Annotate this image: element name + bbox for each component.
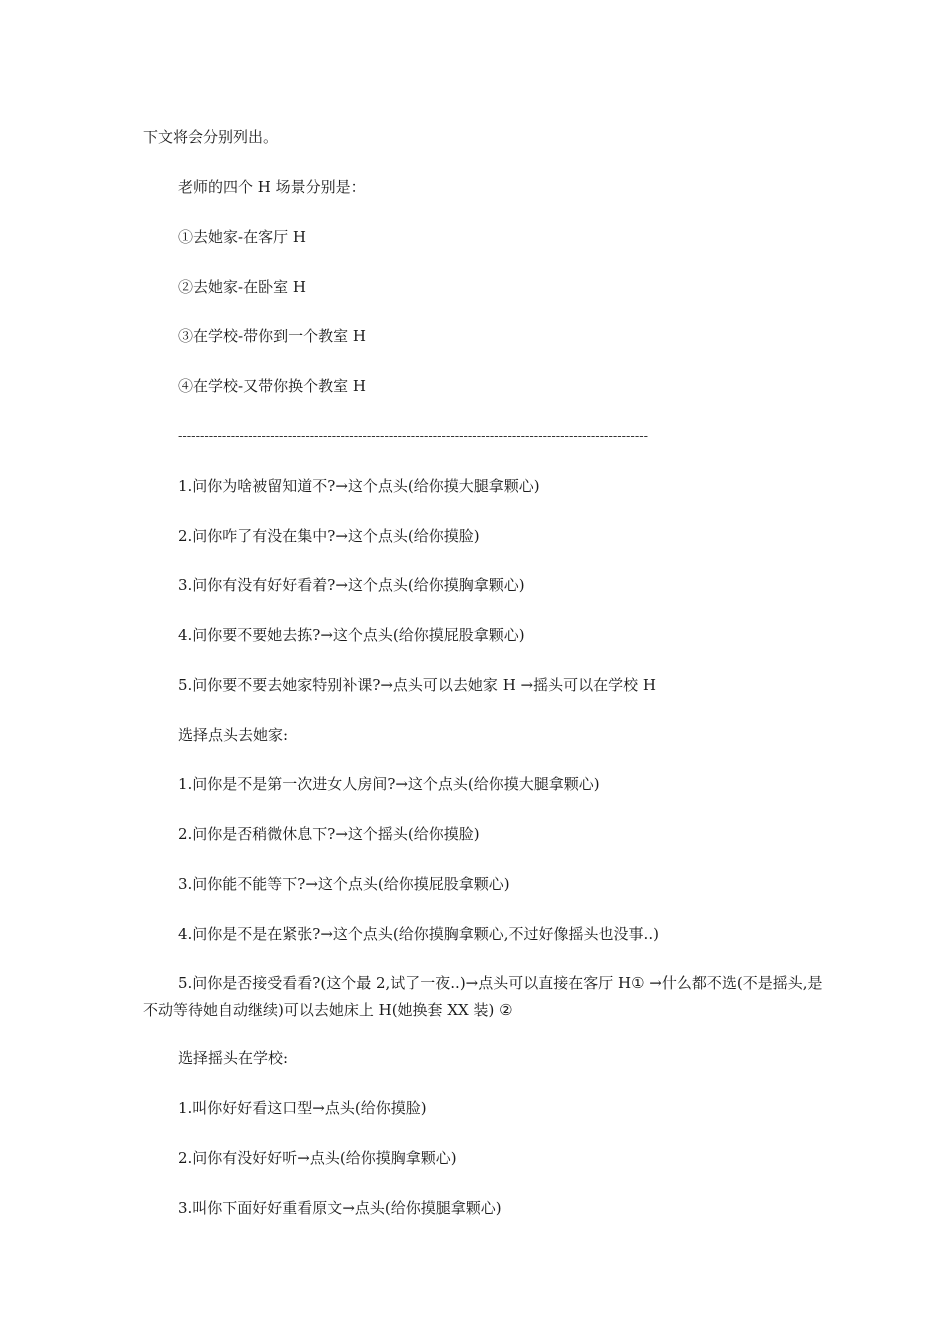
- scene-item: ①去她家-在客厅 H: [178, 228, 306, 246]
- divider-line: -----------------------------------------------------------------------------------------------------------: [178, 430, 649, 444]
- scene-item: ③在学校-带你到一个教室 H: [178, 327, 366, 345]
- home-step-item: 3.问你能不能等下?→这个点头(给你摸屁股拿颗心): [178, 875, 510, 893]
- school-heading: 选择摇头在学校:: [178, 1049, 289, 1067]
- home-step-item: 1.问你是不是第一次进女人房间?→这个点头(给你摸大腿拿颗心): [178, 775, 600, 793]
- school-step-item: 1.叫你好好看这口型→点头(给你摸脸): [178, 1099, 427, 1117]
- scene-item: ④在学校-又带你换个教室 H: [178, 377, 366, 395]
- home-step-item-wrapped: 5.问你是否接受看看?(这个最 2,试了一夜..)→点头可以直接在客厅 H① →什么都不选(不是摇头,是不动等待她自动继续)可以去她床上 H(她换套 XX 装) ②: [143, 974, 823, 1019]
- school-step-item: 2.问你有没好好听→点头(给你摸胸拿颗心): [178, 1149, 457, 1167]
- intro-paragraph: 下文将会分别列出。: [143, 128, 279, 146]
- first-step-item: 3.问你有没有好好看着?→这个点头(给你摸胸拿颗心): [178, 576, 525, 594]
- first-step-item: 5.问你要不要去她家特别补课?→点头可以去她家 H →摇头可以在学校 H: [178, 676, 656, 694]
- home-step-item: 4.问你是不是在紧张?→这个点头(给你摸胸拿颗心,不过好像摇头也没事..): [178, 925, 659, 943]
- first-step-item: 1.问你为啥被留知道不?→这个点头(给你摸大腿拿颗心): [178, 477, 540, 495]
- scene-item: ②去她家-在卧室 H: [178, 278, 306, 296]
- home-step-item: 2.问你是否稍微休息下?→这个摇头(给你摸脸): [178, 825, 480, 843]
- first-step-item: 2.问你咋了有没在集中?→这个点头(给你摸脸): [178, 527, 480, 545]
- school-step-item: 3.叫你下面好好重看原文→点头(给你摸腿拿颗心): [178, 1199, 502, 1217]
- scene-heading: 老师的四个 H 场景分别是：: [178, 178, 366, 196]
- home-heading: 选择点头去她家:: [178, 726, 289, 744]
- first-step-item: 4.问你要不要她去拣?→这个点头(给你摸屁股拿颗心): [178, 626, 525, 644]
